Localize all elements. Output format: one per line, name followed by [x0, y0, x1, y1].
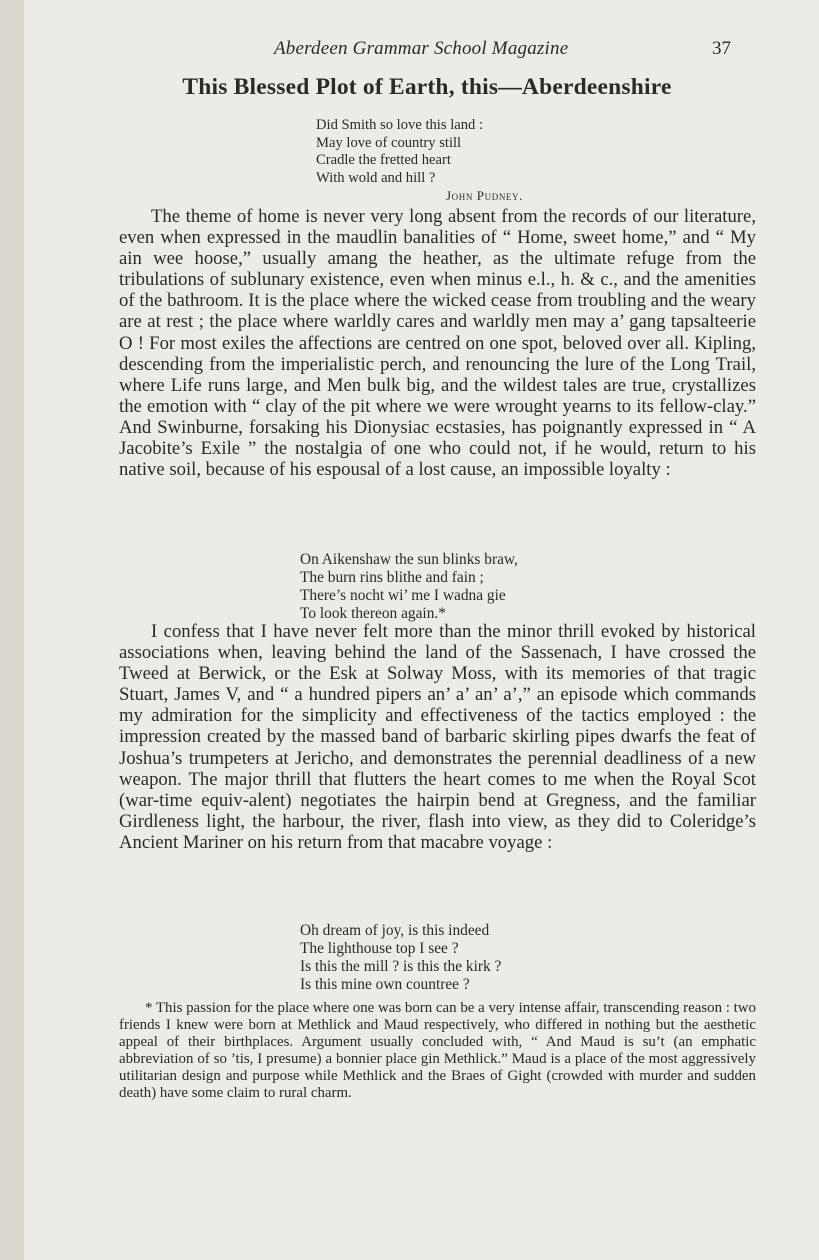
footnote-text: * This passion for the place where one was born can be a very intense affair, transcending reason : two friends I knew were born at Methlick and Maud respectively, who differed in nothing but the aesthetic appeal of their birthplaces. Argument usually concluded with, “ And Maud is su’t (an emphatic abbreviation of so ’tis, I presume) a bonnier place gin Methlick.” Maud is a place of the most aggressively utilitarian design and purpose while Methlick and the Braes of Gight (crowded with murder and sudden death) have some claim to rural charm.: [119, 1000, 756, 1101]
magazine-page: [24, 0, 819, 1260]
epigraph-line: Did Smith so love this land :: [316, 117, 484, 133]
epigraph-line: Cradle the fretted heart: [316, 152, 451, 168]
verse-line: There’s nocht wi’ me I wadna gie: [300, 587, 506, 604]
epigraph-attribution: John Pudney.: [446, 188, 523, 203]
verse-line: The lighthouse top I see ?: [300, 940, 459, 957]
running-head: [24, 38, 819, 64]
verse-line: To look thereon again.*: [300, 605, 446, 622]
verse-line: On Aikenshaw the sun blinks braw,: [300, 551, 518, 568]
verse-line: Oh dream of joy, is this indeed: [300, 922, 490, 939]
verse-quotation-1: [300, 551, 620, 623]
body-paragraph-2: [119, 621, 756, 853]
verse-line: Is this mine own countree ?: [300, 976, 470, 993]
body-paragraph-1: [119, 206, 756, 480]
footnote: [119, 1000, 756, 1101]
epigraph-line: With wold and hill ?: [316, 169, 436, 186]
verse-line: The burn rins blithe and fain ;: [300, 569, 484, 586]
page-number: 37: [712, 38, 731, 59]
paragraph-text: I confess that I have never felt more than the minor thrill evoked by historical associations when, leaving behind the land of the Sassenach, I have crossed the Tweed at Berwick, or the Esk at Solway Moss, with its memories of that tragic Stuart, James V, and “ a hundred pipers an’ a’ an’ a’,” an episode which commands my admiration for the simplicity and effectiveness of the tactics employed : the impression created by the massed band of barbaric skirling pipes dwarfs the feat of Joshua’s trumpeters at Jericho, and demonstrates the perennial deadliness of a new weapon. The major thrill that flutters the heart comes to me when the Royal Scot (war-time equiv-alent) negotiates the hairpin bend at Gregness, and the familiar Girdleness light, the harbour, the river, flash into view, as they did to Coleridge’s Ancient Mariner on his return from that macabre voyage :: [119, 621, 756, 853]
journal-title: Aberdeen Grammar School Magazine: [274, 38, 569, 59]
article-title: This Blessed Plot of Earth, this—Aberdeenshire: [182, 74, 672, 100]
verse-quotation-2: [300, 922, 620, 994]
epigraph-line: May love of country still: [316, 134, 462, 151]
epigraph: [316, 117, 616, 205]
verse-line: Is this the mill ? is this the kirk ?: [300, 958, 502, 975]
paragraph-text: The theme of home is never very long absent from the records of our literature, even when expressed in the maudlin banalities of “ Home, sweet home,” and “ My ain wee hoose,” usually amang the heather, as the ultimate refuge from the tribulations of sublunary existence, even when minus e.l., h. & c., and the amenities of the bathroom. It is the place where the wicked cease from troubling and the weary are at rest ; the place where warldly cares and warldly men may a’ gang tapsalteerie O ! For most exiles the affections are centred on one spot, beloved over all. Kipling, descending from the imperialistic perch, and renouncing the lure of the Long Trail, where Life runs large, and Men bulk big, and the wildest tales are true, crystallizes the emotion with “ clay of the pit where we were wrought yearns to its fellow-clay.” And Swinburne, forsaking his Dionysiac ecstasies, has poignantly expressed in “ A Jacobite’s Exile ” the nostalgia of one who could not, if he would, return to his native soil, because of his espousal of a lost cause, an impossible loyalty :: [119, 206, 756, 481]
